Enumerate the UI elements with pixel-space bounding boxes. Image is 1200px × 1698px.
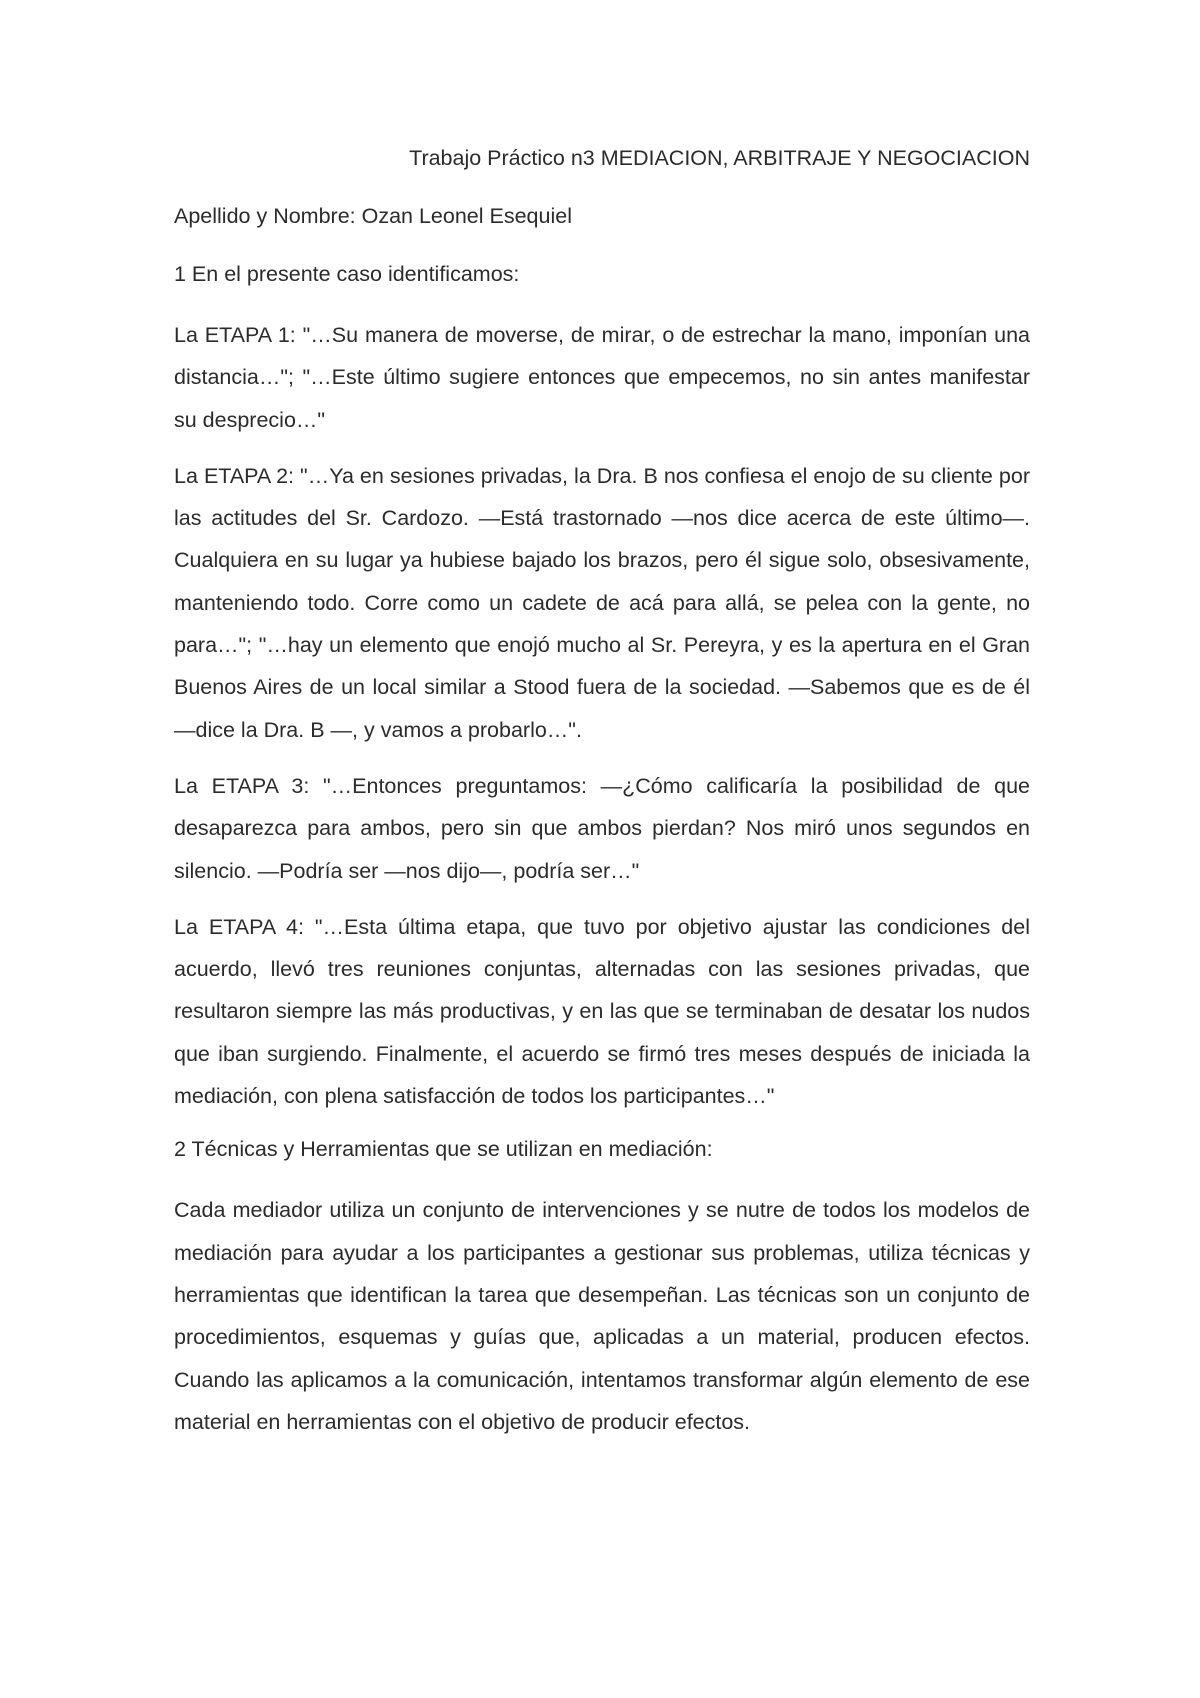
etapa-4-paragraph: La ETAPA 4: "…Esta última etapa, que tuvo por objetivo ajustar las condiciones del acuerdo, llevó tres reuniones conjuntas, alternadas con las sesiones privadas, que resultaron siempre las más productivas, y en las que se terminaban de desatar los nudos que iban surgiendo. Finalmente, el acuerdo se firmó tres meses después de iniciada la mediación, con plena satisfacción de todos los participantes…": [174, 914, 1030, 1109]
etapa-3-paragraph: La ETAPA 3: "…Entonces preguntamos: —¿Cómo calificaría la posibilidad de que desaparezca para ambos, pero sin que ambos pierdan? Nos miró unos segundos en silencio. —Podría ser —nos dijo—, podría ser…": [174, 773, 1030, 883]
etapa-2-paragraph: La ETAPA 2: "…Ya en sesiones privadas, la Dra. B nos confiesa el enojo de su cliente por las actitudes del Sr. Cardozo. —Está trastornado —nos dice acerca de este último—. Cualquiera en su lugar ya hubiese bajado los brazos, pero él sigue solo, obsesivamente, manteniendo todo. Corre como un cadete de acá para allá, se pelea con la gente, no para…"; "…hay un elemento que enojó mucho al Sr. Pereyra, y es la apertura en el Gran Buenos Aires de un local similar a Stood fuera de la sociedad. —Sabemos que es de él —dice la Dra. B —, y vamos a probarlo…".: [174, 463, 1030, 742]
section-2-heading: 2 Técnicas y Herramientas que se utilizan en mediación:: [174, 1137, 713, 1162]
section-2-paragraph: Cada mediador utiliza un conjunto de intervenciones y se nutre de todos los modelos de mediación para ayudar a los participantes a gestionar sus problemas, utiliza técnicas y herramientas que identifican la tarea que desempeñan. Las técnicas son un conjunto de procedimientos, esquemas y guías que, aplicadas a un material, producen efectos. Cuando las aplicamos a la comunicación, intentamos transformar algún elemento de ese material en herramientas con el objetivo de producir efectos.: [174, 1198, 1030, 1434]
document-title: Trabajo Práctico n3 MEDIACION, ARBITRAJE Y NEGOCIACION: [409, 146, 1030, 170]
document-body: [174, 140, 1030, 1457]
author-line: Apellido y Nombre: Ozan Leonel Esequiel: [174, 204, 572, 228]
section-1-heading: 1 En el presente caso identificamos:: [174, 262, 520, 286]
etapa-1-paragraph: La ETAPA 1: "…Su manera de moverse, de mirar, o de estrechar la mano, imponían una distancia…"; "…Este último sugiere entonces que empecemos, no sin antes manifestar su desprecio…": [174, 323, 1030, 432]
